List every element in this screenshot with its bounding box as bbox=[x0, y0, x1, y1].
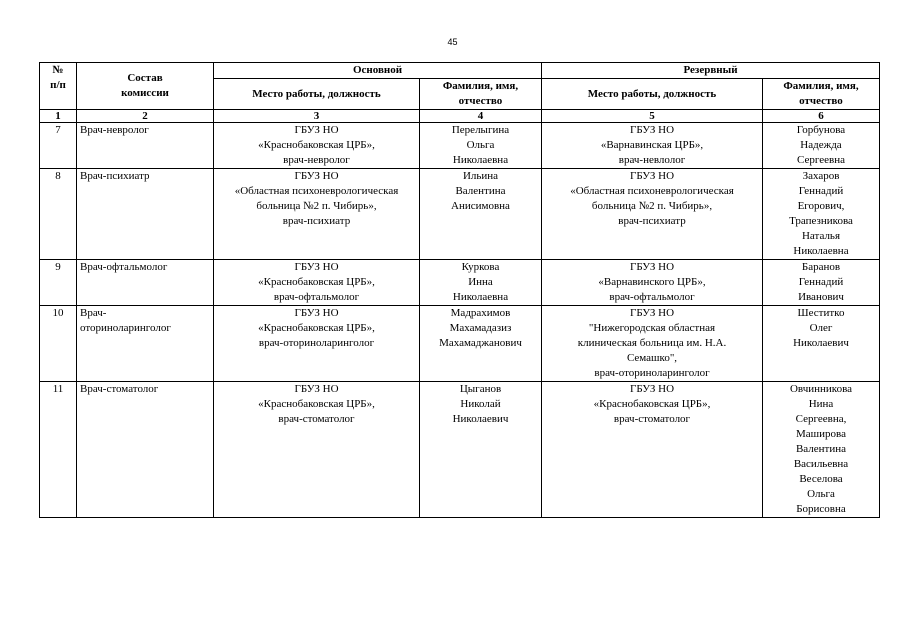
cell-role: Врач- оториноларинголог bbox=[77, 306, 214, 382]
header-main-group: Основной bbox=[214, 63, 542, 79]
column-number: 5 bbox=[542, 110, 763, 123]
header-main-name: Фамилия, имя, отчество bbox=[420, 79, 542, 110]
table-row bbox=[40, 169, 880, 260]
table-row bbox=[40, 260, 880, 306]
cell-main-name: Перелыгина Ольга Николаевна bbox=[420, 123, 542, 169]
cell-reserve-workplace: ГБУЗ НО «Областная психоневрологическая больница №2 п. Чибирь», врач-психиатр bbox=[542, 169, 763, 260]
cell-role: Врач-стоматолог bbox=[77, 382, 214, 518]
table-body bbox=[40, 123, 880, 518]
cell-main-name: Мадрахимов Махамадазиз Махамаджанович bbox=[420, 306, 542, 382]
cell-role: Врач-психиатр bbox=[77, 169, 214, 260]
cell-main-name: Куркова Инна Николаевна bbox=[420, 260, 542, 306]
header-num: № п/п bbox=[40, 63, 77, 110]
header-reserve-workplace: Место работы, должность bbox=[542, 79, 763, 110]
cell-reserve-name: Овчинникова Нина Сергеевна, Маширова Валентина Васильевна Веселова Ольга Борисовна bbox=[763, 382, 880, 518]
cell-main-workplace: ГБУЗ НО «Краснобаковская ЦРБ», врач-оториноларинголог bbox=[214, 306, 420, 382]
table-row bbox=[40, 306, 880, 382]
cell-main-workplace: ГБУЗ НО «Краснобаковская ЦРБ», врач-невролог bbox=[214, 123, 420, 169]
cell-main-workplace: ГБУЗ НО «Краснобаковская ЦРБ», врач-стоматолог bbox=[214, 382, 420, 518]
cell-main-name: Цыганов Николай Николаевич bbox=[420, 382, 542, 518]
cell-main-name: Ильина Валентина Анисимовна bbox=[420, 169, 542, 260]
header-main-workplace: Место работы, должность bbox=[214, 79, 420, 110]
cell-reserve-name: Горбунова Надежда Сергеевна bbox=[763, 123, 880, 169]
cell-reserve-workplace: ГБУЗ НО "Нижегородская областная клиническая больница им. Н.А. Семашко", врач-оториноларинголог bbox=[542, 306, 763, 382]
cell-reserve-name: Захаров Геннадий Егорович, Трапезникова Наталья Николаевна bbox=[763, 169, 880, 260]
cell-num: 8 bbox=[40, 169, 77, 260]
table-row bbox=[40, 382, 880, 518]
header-reserve-name: Фамилия, имя, отчество bbox=[763, 79, 880, 110]
commission-table bbox=[39, 62, 880, 518]
column-number: 3 bbox=[214, 110, 420, 123]
cell-num: 7 bbox=[40, 123, 77, 169]
page-number: 45 bbox=[447, 37, 458, 47]
column-number: 2 bbox=[77, 110, 214, 123]
cell-reserve-workplace: ГБУЗ НО «Варнавинского ЦРБ», врач-офтальмолог bbox=[542, 260, 763, 306]
cell-main-workplace: ГБУЗ НО «Краснобаковская ЦРБ», врач-офтальмолог bbox=[214, 260, 420, 306]
cell-role: Врач-невролог bbox=[77, 123, 214, 169]
cell-main-workplace: ГБУЗ НО «Областная психоневрологическая больница №2 п. Чибирь», врач-психиатр bbox=[214, 169, 420, 260]
cell-num: 9 bbox=[40, 260, 77, 306]
cell-role: Врач-офтальмолог bbox=[77, 260, 214, 306]
cell-reserve-workplace: ГБУЗ НО «Краснобаковская ЦРБ», врач-стоматолог bbox=[542, 382, 763, 518]
header-composition: Состав комиссии bbox=[77, 63, 214, 110]
cell-reserve-name: Баранов Геннадий Иванович bbox=[763, 260, 880, 306]
table-row bbox=[40, 123, 880, 169]
cell-num: 11 bbox=[40, 382, 77, 518]
header-reserve-group: Резервный bbox=[542, 63, 880, 79]
cell-reserve-workplace: ГБУЗ НО «Варнавинская ЦРБ», врач-невлолог bbox=[542, 123, 763, 169]
column-number: 1 bbox=[40, 110, 77, 123]
cell-num: 10 bbox=[40, 306, 77, 382]
column-number: 4 bbox=[420, 110, 542, 123]
cell-reserve-name: Шеститко Олег Николаевич bbox=[763, 306, 880, 382]
column-number: 6 bbox=[763, 110, 880, 123]
